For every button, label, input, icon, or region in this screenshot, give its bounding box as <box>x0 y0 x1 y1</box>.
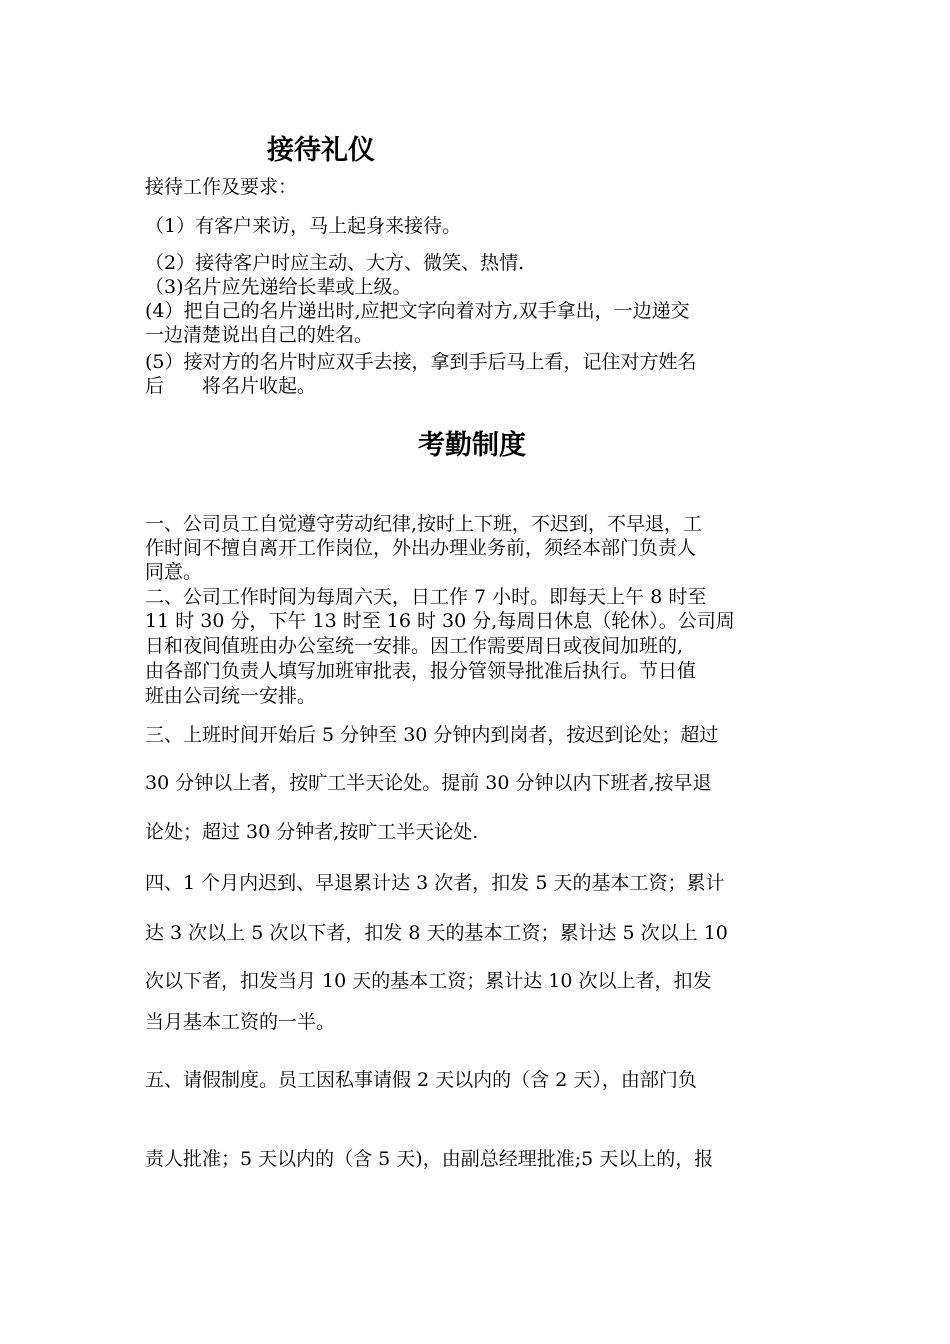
attendance-rule-3-line3: 论处；超过 30 分钟者,按旷工半天论处. <box>145 821 479 843</box>
attendance-rule-1-line1: 一、公司员工自觉遵守劳动纪律,按时上下班，不迟到，不早退，工 <box>145 513 703 535</box>
reception-item-4-line1: (4）把自己的名片递出时,应把文字向着对方,双手拿出，一边递交 <box>145 300 690 322</box>
reception-item-5-line1: (5）接对方的名片时应双手去接，拿到手后马上看，记住对方姓名 <box>145 351 697 373</box>
attendance-rule-1-line2: 作时间不擅自离开工作岗位，外出办理业务前，须经本部门负责人 <box>145 537 697 559</box>
section-title-attendance-policy: 考勤制度 <box>418 430 526 461</box>
attendance-rule-5-line1: 五、请假制度。员工因私事请假 2 天以内的（含 2 天），由部门负 <box>145 1069 697 1091</box>
attendance-rule-2-line1: 二、公司工作时间为每周六天，日工作 7 小时。即每天上午 8 时至 <box>145 586 707 608</box>
attendance-rule-4-line2: 达 3 次以上 5 次以下者，扣发 8 天的基本工资；累计达 5 次以上 10 <box>145 922 728 944</box>
attendance-rule-3-line2: 30 分钟以上者，按旷工半天论处。提前 30 分钟以内下班者,按早退 <box>145 772 712 794</box>
reception-item-3: （3)名片应先递给长辈或上级。 <box>145 276 412 298</box>
attendance-rule-5-line2: 责人批准；5 天以内的（含 5 天)，由副总经理批准;5 天以上的，报 <box>145 1148 714 1170</box>
reception-item-5-line2: 后 将名片收起。 <box>145 375 317 397</box>
attendance-rule-4-line1: 四、1 个月内迟到、早退累计达 3 次者，扣发 5 天的基本工资；累计 <box>145 872 725 894</box>
section-title-reception-etiquette: 接待礼仪 <box>267 135 375 166</box>
attendance-rule-4-line3: 次以下者，扣发当月 10 天的基本工资；累计达 10 次以上者，扣发 <box>145 970 712 992</box>
attendance-rule-1-line3: 同意。 <box>145 561 203 583</box>
reception-intro: 接待工作及要求： <box>145 176 298 198</box>
reception-item-4-line2: 一边清楚说出自己的姓名。 <box>145 324 374 346</box>
attendance-rule-2-line4: 由各部门负责人填写加班审批表，报分管领导批准后执行。节日值 <box>145 660 697 682</box>
reception-item-2: （2）接待客户时应主动、大方、微笑、热情. <box>145 252 525 274</box>
attendance-rule-2-line3: 日和夜间值班由办公室统一安排。因工作需要周日或夜间加班的, <box>145 635 684 657</box>
attendance-rule-3-line1: 三、上班时间开始后 5 分钟至 30 分钟内到岗者，按迟到论处；超过 <box>145 724 719 746</box>
attendance-rule-2-line2: 11 时 30 分，下午 13 时至 16 时 30 分,每周日休息（轮休）。公司周 <box>145 610 735 632</box>
attendance-rule-2-line5: 班由公司统一安排。 <box>145 685 317 707</box>
reception-item-1: （1）有客户来访，马上起身来接待。 <box>145 215 462 237</box>
attendance-rule-4-line4: 当月基本工资的一半。 <box>145 1011 336 1033</box>
